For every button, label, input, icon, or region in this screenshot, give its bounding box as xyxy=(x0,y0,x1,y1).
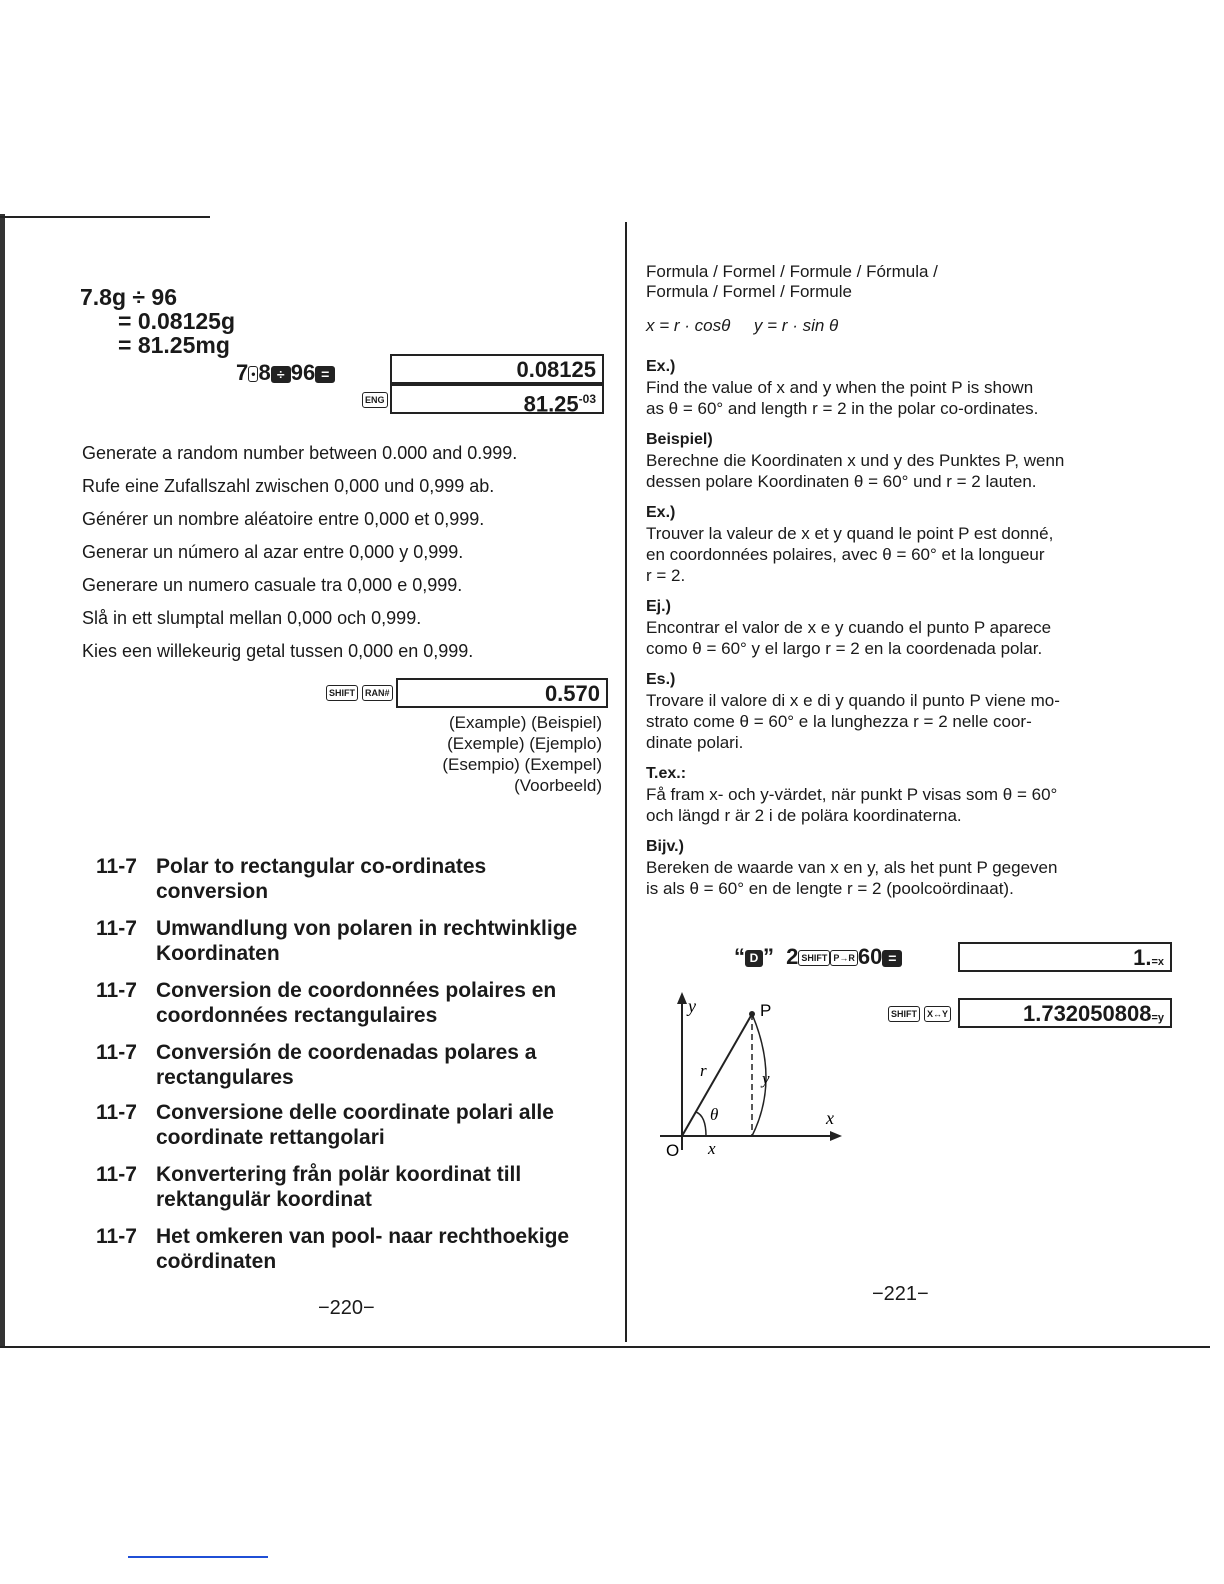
shift-key-2: SHIFT xyxy=(888,1006,920,1022)
p-to-r-key: P→R xyxy=(830,950,858,966)
section-title-line2: conversion xyxy=(156,880,269,903)
display-x-result xyxy=(958,942,1172,972)
display-x-value: 1. xyxy=(1133,945,1152,970)
equals-key: = xyxy=(315,366,335,383)
section-heading-en xyxy=(96,854,626,904)
section-title-line2: Koordinaten xyxy=(156,942,280,965)
section-number: 11-7 xyxy=(96,1225,137,1248)
example-label: Ex.) xyxy=(646,504,676,521)
section-heading-fr xyxy=(96,978,626,1028)
degree-mode-key: D xyxy=(745,950,763,967)
section-number: 11-7 xyxy=(96,1163,137,1186)
example-line: Encontrar el valor de x e y cuando el punto P aparece xyxy=(646,618,1052,637)
example-line: Bereken de waarde van x en y, als het punt P gegeven xyxy=(646,858,1058,877)
section-heading-sv xyxy=(96,1162,626,1212)
section-title-line1: Het omkeren van pool- naar rechthoekige xyxy=(156,1225,570,1248)
shift-key: SHIFT xyxy=(326,685,358,701)
example-label: Beispiel) xyxy=(646,431,713,448)
section-title-line1: Conversion de coordonnées polaires en xyxy=(156,979,557,1002)
shift-key: SHIFT xyxy=(798,950,830,966)
decimal-point-key: • xyxy=(248,366,258,382)
example-label: T.ex.: xyxy=(646,765,687,782)
example-line: Find the value of x and y when the point P is shown xyxy=(646,378,1034,397)
section-number: 11-7 xyxy=(96,855,137,878)
divide-key: ÷ xyxy=(271,366,291,383)
example-line: dessen polare Koordinaten θ = 60° und r = 2 lauten. xyxy=(646,472,1037,491)
section-title-line2: rektangulär koordinat xyxy=(156,1188,372,1211)
example-line: dinate polari. xyxy=(646,733,744,752)
section-heading-it xyxy=(96,1100,626,1150)
display-x-subscript: =x xyxy=(1151,956,1164,968)
section-title-line2: coordinate rettangolari xyxy=(156,1126,385,1149)
display-result-2 xyxy=(390,384,604,417)
example-es xyxy=(646,596,1176,659)
point-p xyxy=(749,1011,755,1017)
random-line-fr: Générer un nombre aléatoire entre 0,000 et 0,999. xyxy=(82,509,485,529)
section-title-line1: Konvertering från polär koordinat till xyxy=(156,1163,522,1186)
section-number: 11-7 xyxy=(96,917,137,940)
key-sixty: 60 xyxy=(857,944,883,969)
mode-open-quote: “ xyxy=(734,944,745,969)
example-line: Trovare il valore di x e di y quando il punto P viene mo- xyxy=(646,691,1060,710)
random-line-es: Generar un número al azar entre 0,000 y 0,999. xyxy=(82,542,464,562)
x-axis-arrow xyxy=(830,1131,842,1141)
example-line: is als θ = 60° en de lengte r = 2 (poolcoördinaat). xyxy=(646,879,1014,898)
example-labels-line2: (Exemple) (Ejemplo) xyxy=(447,734,602,753)
footer-link-underline xyxy=(128,1556,268,1558)
left-binding-edge xyxy=(0,214,5,1348)
example-label: Ex.) xyxy=(646,358,676,375)
section-title-line2: rectangulares xyxy=(156,1066,294,1089)
point-label: P xyxy=(760,1001,772,1020)
section-title-line1: Conversión de coordenadas polares a xyxy=(156,1041,537,1064)
example-label: Bijv.) xyxy=(646,838,684,855)
example-line: en coordonnées polaires, avec θ = 60° et la longueur xyxy=(646,545,1045,564)
display-y-value: 1.732050808 xyxy=(1022,1001,1152,1026)
example-labels xyxy=(380,712,602,796)
r-label: r xyxy=(700,1061,707,1080)
ran-key: RAN# xyxy=(362,685,393,701)
y-axis-arrow xyxy=(677,992,687,1004)
eng-key: ENG xyxy=(362,392,388,408)
example-labels-line3: (Esempio) (Exempel) xyxy=(442,755,602,774)
section-number: 11-7 xyxy=(96,979,137,1002)
example-label: Es.) xyxy=(646,671,676,688)
example-labels-line1: (Example) (Beispiel) xyxy=(448,713,602,732)
display-y-result xyxy=(958,998,1172,1028)
examples-block xyxy=(646,356,1176,899)
random-line-sv: Slå in ett slumptal mellan 0,000 och 0,999. xyxy=(82,608,422,628)
section-heading-de xyxy=(96,916,626,966)
example-de xyxy=(646,429,1176,492)
origin-label: O xyxy=(666,1141,680,1160)
formula-label-line1: Formula / Formel / Formule / Fórmula / xyxy=(646,262,938,281)
display-2-value: 81.25 xyxy=(523,391,579,417)
top-left-rule xyxy=(0,216,210,218)
random-line-de: Rufe eine Zufallszahl zwischen 0,000 und 0,999 ab. xyxy=(82,476,495,496)
section-heading-nl xyxy=(96,1224,626,1274)
example-labels-line4: (Voorbeeld) xyxy=(514,776,602,795)
section-number: 11-7 xyxy=(96,1041,137,1064)
bottom-rule xyxy=(0,1346,1210,1348)
formula: x = r · cosθ y = r · sin θ xyxy=(646,316,839,335)
example-line: Berechne die Koordinaten x und y des Punktes P, wenn xyxy=(646,451,1065,470)
key-seq-part2: 8 xyxy=(258,360,271,385)
calc-expression: 7.8g ÷ 96 xyxy=(80,284,178,310)
key-sequence xyxy=(236,360,335,386)
example-fr xyxy=(646,502,1176,586)
example-line: strato come θ = 60° e la lunghezza r = 2 nelle coor- xyxy=(646,712,1032,731)
page-number-left: −220− xyxy=(318,1297,375,1319)
example-line: Få fram x- och y-värdet, när punkt P visas som θ = 60° xyxy=(646,785,1058,804)
section-title-line1: Polar to rectangular co-ordinates xyxy=(156,855,487,878)
formula-label xyxy=(646,262,938,302)
random-line-it: Generare un numero casuale tra 0,000 e 0,999. xyxy=(82,575,463,595)
section-title-line2: coördinaten xyxy=(156,1250,277,1273)
example-line: como θ = 60° y el largo r = 2 en la coordenada polar. xyxy=(646,639,1043,658)
random-line-en: Generate a random number between 0.000 and 0.999. xyxy=(82,443,518,463)
theta-label: θ xyxy=(710,1105,719,1124)
polar-key-sequence xyxy=(734,944,902,970)
display-2-exponent: -03 xyxy=(578,392,596,406)
theta-arc xyxy=(696,1112,706,1136)
example-label: Ej.) xyxy=(646,598,671,615)
example-line: Trouver la valeur de x et y quand le point P est donné, xyxy=(646,524,1054,543)
random-instructions xyxy=(82,442,612,673)
display-random: 0.570 xyxy=(396,678,608,708)
section-title-line2: coordonnées rectangulaires xyxy=(156,1004,438,1027)
example-line: och längd r är 2 i de polära koordinaterna. xyxy=(646,806,962,825)
example-line: as θ = 60° and length r = 2 in the polar co-ordinates. xyxy=(646,399,1039,418)
key-seq-part3: 96 xyxy=(290,360,316,385)
x-seg-label: x xyxy=(708,1139,716,1158)
random-line-nl: Kies een willekeurig getal tussen 0,000 en 0,999. xyxy=(82,641,474,661)
page-number-right: −221− xyxy=(872,1283,929,1305)
mode-close-quote: ” xyxy=(763,944,774,969)
example-line: r = 2. xyxy=(646,566,686,585)
example-it xyxy=(646,669,1176,753)
example-sv xyxy=(646,763,1176,826)
calc-result-g: = 0.08125g xyxy=(118,308,236,334)
x-y-swap-key: X↔Y xyxy=(924,1006,951,1022)
polar-diagram xyxy=(650,990,850,1170)
section-title-line1: Umwandlung von polaren in rechtwinklige xyxy=(156,917,578,940)
section-number: 11-7 xyxy=(96,1101,137,1124)
y-axis-label: y xyxy=(688,996,696,1016)
x-axis-label: x xyxy=(826,1108,834,1128)
formula-label-line2: Formula / Formel / Formule xyxy=(646,282,852,301)
y-seg-label: y xyxy=(762,1069,770,1088)
equals-key: = xyxy=(882,950,902,967)
calc-result-mg: = 81.25mg xyxy=(118,332,230,358)
section-heading-es xyxy=(96,1040,626,1090)
section-title-line1: Conversione delle coordinate polari alle xyxy=(156,1101,554,1124)
display-result-1: 0.08125 xyxy=(390,354,604,384)
display-y-subscript: =y xyxy=(1151,1012,1164,1024)
key-two: 2 xyxy=(786,944,799,969)
example-nl xyxy=(646,836,1176,899)
key-seq-part1: 7 xyxy=(236,360,249,385)
example-en xyxy=(646,356,1176,419)
